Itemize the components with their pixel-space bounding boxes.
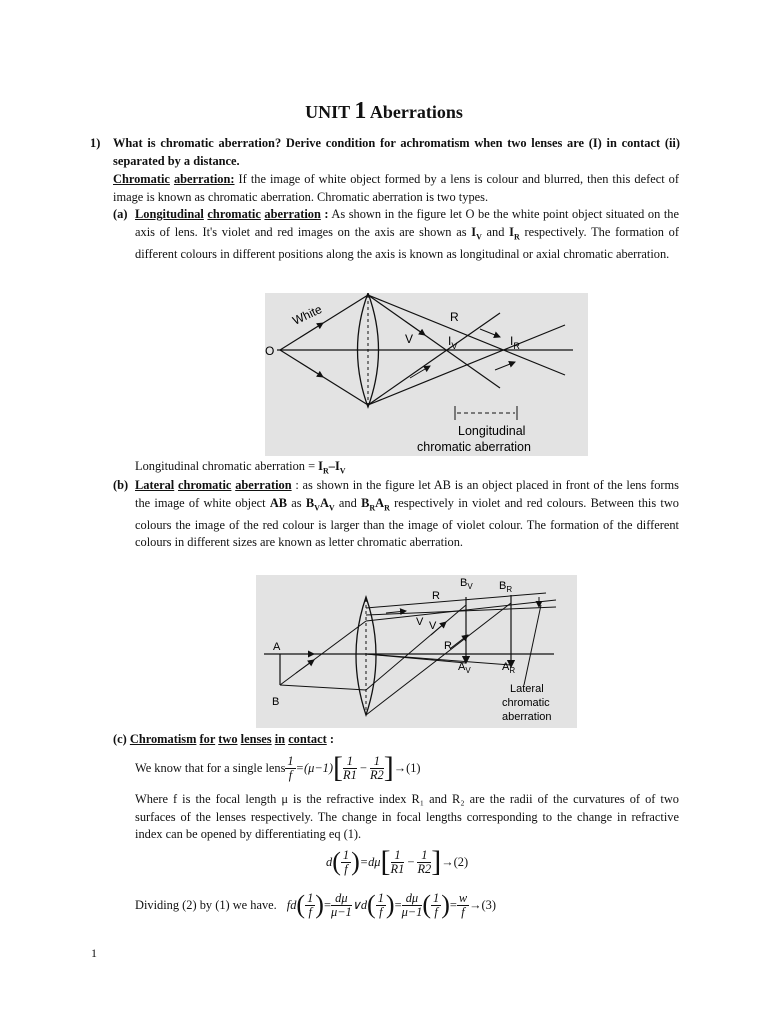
conjunction: and	[481, 224, 510, 239]
fraction: $\frac{1}{R1}$	[343, 753, 357, 782]
ir-symbol: I	[509, 224, 514, 239]
longitudinal-aberration-figure	[265, 293, 588, 456]
fraction: $\frac{1}{f}$	[342, 847, 350, 876]
heading-word: Longitudinal	[135, 207, 204, 221]
label-bv: $B_V$	[460, 577, 473, 591]
heading-word: Lateral	[135, 478, 175, 492]
iv-label: $I_V$	[448, 334, 458, 351]
guide-line	[524, 605, 541, 685]
heading-word: lenses	[240, 732, 272, 746]
iv-symbol: I	[471, 224, 477, 239]
formula-subscript: R	[322, 466, 329, 476]
subscript: R	[369, 503, 376, 513]
heading-word: for	[199, 732, 216, 746]
label-v: V	[429, 620, 437, 632]
red-label: R	[450, 310, 459, 324]
where-paragraph: Where f is the focal length μ is the refractive index R₁ and R₂ are the radii of the curvatures of of two surfaces of the lenses respectively. The change in focal lengths corresponding to the change in refractive index can be opened by differentiating eq (1).	[135, 792, 679, 842]
incoming-ray-bottom	[280, 350, 368, 405]
section-b: (b) Lateral chromatic aberration : as shown in the figure let AB is an object placed in front of the lens forms the image of white object AB as $B_VA_V$ and $B_RA_R$ respectively in violet and red colours. Between this two colours the image of the red colour is larger than the image of violet colour. The formation of the different colours in different sizes are known as letter chromatic aberration.	[113, 478, 679, 550]
page-number: 1	[91, 946, 97, 960]
ab-symbol: AB	[269, 495, 288, 510]
fraction: $\frac{w}{f}$	[458, 890, 468, 919]
arrow	[300, 363, 323, 378]
formula-symbol: I	[318, 459, 323, 473]
figure1-caption-line2: chromatic aberration	[417, 440, 531, 454]
heading-word: aberration	[264, 207, 321, 221]
heading-colon: :	[326, 732, 334, 746]
equation-3-prefix: Dividing (2) by (1) we have.	[135, 897, 277, 912]
fraction: $\frac{1}{R2}$	[417, 847, 432, 876]
section-b-label: (b)	[113, 478, 129, 492]
formula-symbol: –I	[328, 459, 340, 473]
heading-word: aberration	[235, 478, 292, 492]
subscript: R	[384, 503, 390, 513]
heading-word: two	[218, 732, 238, 746]
ray	[280, 621, 366, 685]
label-b: B	[272, 696, 280, 708]
violet-ray-top	[368, 295, 500, 388]
fraction: $\frac{1}{R2}$	[369, 753, 384, 782]
arrow	[495, 362, 515, 370]
section-c-label: (c)	[113, 732, 127, 746]
equation-tag: →(3)	[469, 897, 496, 912]
question-number: 1)	[90, 136, 101, 150]
section-a	[113, 206, 679, 263]
label-v: V	[416, 616, 424, 628]
heading-word: chromatic	[177, 478, 232, 492]
fraction: $\frac{d\mu}{\mu-1}$	[401, 890, 423, 919]
ray	[366, 593, 546, 608]
section-c-heading	[113, 731, 334, 748]
equation-tag: →(2)	[441, 854, 469, 869]
figure2-caption-line1: Lateral	[510, 683, 544, 695]
heading-word: Chromatism	[129, 732, 197, 746]
figure1-caption-line1: Longitudinal	[458, 424, 526, 438]
ray	[366, 654, 466, 663]
heading-word: contact	[288, 732, 327, 746]
arrow	[300, 323, 323, 338]
conjunction: as	[287, 495, 306, 510]
object-o-label: O	[265, 344, 275, 358]
equation-tag: →(1)	[393, 760, 421, 775]
ir-label: $I_R$	[510, 334, 520, 351]
formula-subscript: V	[339, 466, 346, 476]
arrow	[410, 366, 430, 378]
fraction: $\frac{1}{f}$	[377, 890, 384, 919]
formula-label: Longitudinal chromatic aberration =	[135, 459, 319, 473]
label-br: $B_R$	[499, 580, 513, 594]
section-a-text: As shown in the figure let O be the white point object situated on the axis of lens. It's violet and red images on the axis are shown as	[135, 207, 679, 239]
equation-1-prefix: We know that for a single lens	[135, 760, 286, 775]
equation-2: d ( $\frac{1}{f}$ ) =dμ [ $\frac{1}{R1}$ − $\frac{1}{R2}$ ] →(2)	[326, 845, 469, 878]
heading-colon: :	[320, 207, 329, 221]
section-a-text: respectively. The formation of different colours in different positions along the axis is known as longitudinal or axial chromatic aberration.	[135, 224, 679, 261]
equation-3: Dividing (2) by (1) we have. fd ( $\frac{1}{f}$ ) = $\frac{d\mu}{\mu-1}$ ∨d ( $\frac{1}{f}$ ) = $\frac{d\mu}{\mu-1}$ ( $\frac{1}{f}$ ) = $\frac{w}{f}$ →(3)	[135, 890, 496, 919]
section-b-text: respectively in violet and red colours. Between this two colours the image of the red colour is larger than the image of violet colour. The formation of the different colours in different sizes are known as letter chromatic aberration.	[135, 495, 679, 550]
question	[90, 134, 680, 170]
bvav-symbol: B	[305, 495, 315, 510]
fraction: $\frac{d\mu}{\mu-1}$	[330, 890, 352, 919]
ray	[366, 600, 556, 621]
label-r: R	[444, 640, 452, 652]
label-av: $A_V$	[458, 661, 471, 675]
question-text: What is chromatic aberration? Derive condition for achromatism when two lenses are (I) in contact (ii) separated by a distance.	[113, 136, 680, 168]
fraction: $\frac{1}{f}$	[307, 890, 314, 919]
heading-word: chromatic	[207, 207, 261, 221]
label-a: A	[273, 641, 281, 653]
arrow	[296, 660, 314, 673]
heading-word: in	[274, 732, 286, 746]
ray	[280, 685, 366, 690]
red-ray-top	[368, 295, 565, 375]
arrow	[480, 329, 500, 337]
violet-label: V	[405, 332, 414, 346]
label-ar: $A_R$	[502, 661, 516, 675]
definition-text: If the image of white object formed by a lens is colour and blurred, then this defect of image is known as chromatic aberration. Chromatic aberration is two types.	[113, 172, 679, 204]
fraction: $\frac{1}{R1}$	[390, 847, 405, 876]
lateral-aberration-figure	[256, 575, 577, 728]
subscript: V	[328, 503, 335, 513]
white-label: White	[290, 302, 325, 328]
fraction: $\frac{1}{f}$	[287, 753, 294, 782]
section-b-text: : as shown in the figure let AB is an object placed in front of the lens forms the image of white object	[135, 478, 679, 510]
subscript: V	[314, 503, 320, 513]
definition-paragraph	[113, 171, 679, 206]
label-r: R	[432, 590, 440, 602]
figure2-caption-line3: aberration	[502, 711, 552, 723]
arrow	[386, 611, 406, 613]
ir-subscript: R	[513, 232, 520, 242]
figure2-caption-line2: chromatic	[502, 697, 550, 709]
definition-term: Chromatic	[113, 172, 170, 186]
section-a-label: (a)	[113, 207, 128, 221]
iv-subscript: V	[476, 232, 482, 242]
definition-term: aberration:	[173, 172, 235, 186]
page-title: UNIT 1 Aberrations	[305, 98, 463, 124]
equation-1: We know that for a single lens $\frac{1}{f}$ =(μ−1) [ $\frac{1}{R1}$ − $\frac{1}{R2}$ ] →(1)	[135, 751, 421, 784]
fraction: $\frac{1}{f}$	[433, 890, 440, 919]
